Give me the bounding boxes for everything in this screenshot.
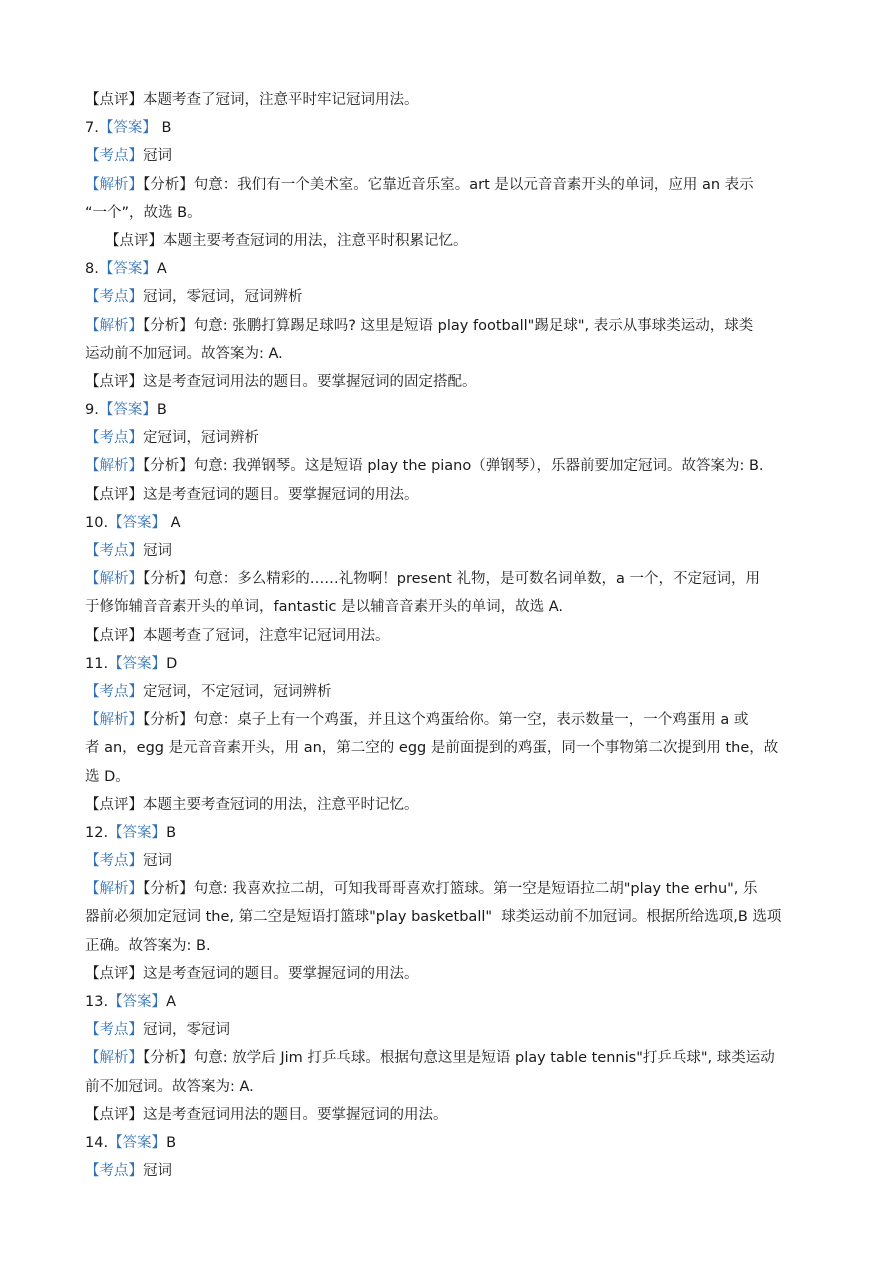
kaodian-text: 冠词，零冠词 xyxy=(143,1022,230,1039)
jiexi-tag: 【解析】 xyxy=(85,712,143,729)
answer-tag: 【答案】 xyxy=(108,514,167,531)
answer-line xyxy=(85,819,810,847)
jiexi-tag: 【解析】 xyxy=(85,458,143,475)
jiexi-line xyxy=(85,875,810,903)
text-line xyxy=(85,340,810,368)
kaodian-text: 冠词，零冠词，冠词辨析 xyxy=(143,289,303,306)
line-text: 【点评】本题考查了冠词，注意平时牢记冠词用法。 xyxy=(85,92,419,108)
answer-line xyxy=(85,114,810,142)
answer-line xyxy=(85,396,810,424)
kaodian-tag: 【考点】 xyxy=(85,1022,143,1039)
answer-tag: 【答案】 xyxy=(108,1134,167,1151)
question-number: 9. xyxy=(85,402,99,419)
kaodian-line xyxy=(85,678,810,706)
kaodian-line xyxy=(85,847,810,875)
document-page xyxy=(85,86,810,1185)
line-text: 【点评】本题主要考查冠词的用法，注意平时记忆。 xyxy=(85,796,419,813)
kaodian-tag: 【考点】 xyxy=(85,683,143,700)
answer-tag: 【答案】 xyxy=(98,402,157,419)
text-line xyxy=(85,1101,810,1129)
answer-tag: 【答案】 xyxy=(98,261,157,278)
answer-value: B xyxy=(156,120,172,137)
jiexi-tag: 【解析】 xyxy=(85,881,143,898)
text-line xyxy=(85,227,810,255)
jiexi-tag: 【解析】 xyxy=(85,317,143,334)
kaodian-text: 冠词 xyxy=(143,853,172,870)
line-text: 【点评】这是考查冠词用法的题目。要掌握冠词的用法。 xyxy=(85,1106,448,1123)
jiexi-tag: 【解析】 xyxy=(85,176,143,193)
answer-line xyxy=(85,255,810,283)
kaodian-tag: 【考点】 xyxy=(85,148,143,165)
kaodian-tag: 【考点】 xyxy=(85,1163,143,1180)
jiexi-tag: 【解析】 xyxy=(85,571,143,588)
question-number: 14. xyxy=(85,1134,109,1151)
kaodian-line xyxy=(85,283,810,311)
jiexi-line xyxy=(85,171,810,199)
kaodian-tag: 【考点】 xyxy=(85,289,143,306)
line-text: 选 D。 xyxy=(85,768,130,785)
answer-tag: 【答案】 xyxy=(98,120,157,137)
kaodian-text: 冠词 xyxy=(143,148,172,165)
line-text: 【点评】这是考查冠词的题目。要掌握冠词的用法。 xyxy=(85,965,419,982)
kaodian-text: 定冠词，不定冠词，冠词辨析 xyxy=(143,683,332,700)
text-line xyxy=(85,903,810,931)
jiexi-text: 【分析】句意: 放学后 Jim 打乒乓球。根据句意这里是短语 play table tennis"打乒乓球", 球类运动 xyxy=(143,1050,775,1067)
question-number: 11. xyxy=(85,655,109,672)
line-text: “一个”，故选 B。 xyxy=(85,204,202,221)
answer-value: D xyxy=(166,655,178,672)
answer-value: A xyxy=(166,514,181,531)
line-text: 【点评】这是考查冠词用法的题目。要掌握冠词的固定搭配。 xyxy=(85,373,477,390)
answer-tag: 【答案】 xyxy=(108,994,167,1010)
jiexi-text: 【分析】句意：我们有一个美术室。它靠近音乐室。art 是以元音音素开头的单词，应用 an 表示 xyxy=(143,176,754,193)
answer-value: B xyxy=(166,824,177,841)
text-line xyxy=(85,1073,810,1101)
answer-tag: 【答案】 xyxy=(108,655,167,672)
kaodian-text: 冠词 xyxy=(143,543,172,559)
line-text: 前不加冠词。故答案为: A. xyxy=(85,1078,254,1095)
answer-value: B xyxy=(166,1134,177,1151)
text-line xyxy=(85,734,810,762)
kaodian-tag: 【考点】 xyxy=(85,543,143,559)
answer-line xyxy=(85,509,810,537)
text-line xyxy=(85,763,810,791)
kaodian-line xyxy=(85,1157,810,1185)
kaodian-line xyxy=(85,537,810,565)
text-line xyxy=(85,593,810,621)
text-line xyxy=(85,86,810,114)
kaodian-tag: 【考点】 xyxy=(85,853,143,870)
line-text: 【点评】本题考查了冠词，注意牢记冠词用法。 xyxy=(85,627,390,644)
text-line xyxy=(85,199,810,227)
answer-line xyxy=(85,988,810,1016)
text-line xyxy=(85,932,810,960)
line-text: 运动前不加冠词。故答案为: A. xyxy=(85,345,283,362)
kaodian-line xyxy=(85,1016,810,1044)
jiexi-text: 【分析】句意: 我喜欢拉二胡，可知我哥哥喜欢打篮球。第一空是短语拉二胡"play the erhu", 乐 xyxy=(143,881,758,898)
text-line xyxy=(85,960,810,988)
question-number: 12. xyxy=(85,824,109,841)
answer-value: B xyxy=(156,402,167,419)
jiexi-line xyxy=(85,312,810,340)
jiexi-text: 【分析】句意：桌子上有一个鸡蛋，并且这个鸡蛋给你。第一空，表示数量一，一个鸡蛋用 a 或 xyxy=(143,712,749,729)
jiexi-text: 【分析】句意: 张鹏打算踢足球吗? 这里是短语 play football"踢足球", 表示从事球类运动，球类 xyxy=(143,317,754,334)
jiexi-line xyxy=(85,452,810,480)
line-text: 者 an，egg 是元音音素开头，用 an，第二空的 egg 是前面提到的鸡蛋，同一个事物第二次提到用 the，故 xyxy=(85,740,779,757)
question-number: 8. xyxy=(85,261,99,278)
line-text: 器前必须加定冠词 the, 第二空是短语打篮球"play basketball" 球类运动前不加冠词。根据所给选项,B 选项 xyxy=(85,909,782,926)
kaodian-line xyxy=(85,142,810,170)
line-text: 正确。故答案为: B. xyxy=(85,937,211,954)
text-line xyxy=(85,481,810,509)
answer-line xyxy=(85,1129,810,1157)
line-text: 【点评】这是考查冠词的题目。要掌握冠词的用法。 xyxy=(85,486,419,503)
kaodian-text: 定冠词，冠词辨析 xyxy=(143,430,259,447)
answer-value: A xyxy=(156,261,167,278)
line-text: 于修饰辅音音素开头的单词，fantastic 是以辅音音素开头的单词，故选 A. xyxy=(85,599,563,616)
jiexi-line xyxy=(85,1044,810,1072)
jiexi-text: 【分析】句意: 我弹钢琴。这是短语 play the piano（弹钢琴），乐器前要加定冠词。故答案为: B. xyxy=(143,458,764,475)
jiexi-tag: 【解析】 xyxy=(85,1050,143,1067)
jiexi-text: 【分析】句意：多么精彩的……礼物啊！present 礼物，是可数名词单数，a 一个，不定冠词，用 xyxy=(143,571,760,588)
answer-value: A xyxy=(166,994,176,1010)
question-number: 13. xyxy=(85,994,109,1010)
answer-tag: 【答案】 xyxy=(108,824,167,841)
question-number: 10. xyxy=(85,514,109,531)
question-number: 7. xyxy=(85,120,99,137)
line-text: 【点评】本题主要考查冠词的用法，注意平时积累记忆。 xyxy=(105,232,468,249)
kaodian-text: 冠词 xyxy=(143,1163,172,1180)
text-line xyxy=(85,622,810,650)
text-line xyxy=(85,791,810,819)
jiexi-line xyxy=(85,565,810,593)
kaodian-line xyxy=(85,424,810,452)
answer-line xyxy=(85,650,810,678)
text-line xyxy=(85,368,810,396)
kaodian-tag: 【考点】 xyxy=(85,430,143,447)
jiexi-line xyxy=(85,706,810,734)
